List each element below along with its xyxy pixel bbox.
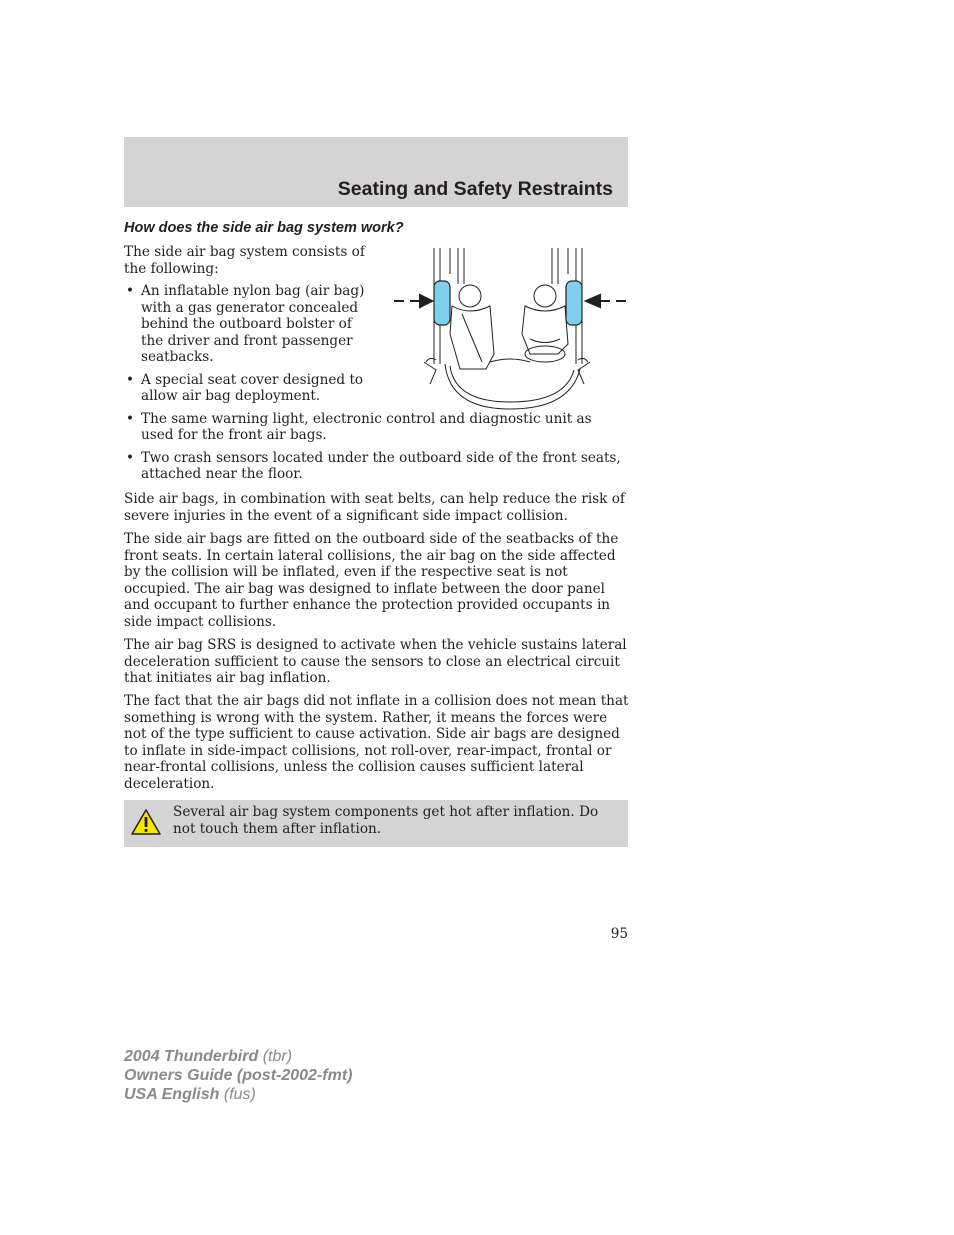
document-footer xyxy=(124,1047,352,1104)
header-band xyxy=(124,137,628,207)
warning-text: Several air bag system components get hot after inflation. Do not touch them after inflation. xyxy=(173,804,599,837)
footer-language-code: (fus) xyxy=(223,1086,256,1103)
warning-box xyxy=(124,800,628,847)
page-title: Seating and Safety Restraints xyxy=(337,178,613,200)
warning-triangle-icon xyxy=(131,809,161,835)
list-item: • An inflatable nylon bag (air bag) with a gas generator concealed behind the outboard bolster of the driver and front passenger seatbacks. xyxy=(124,283,371,366)
paragraph: The side air bags are fitted on the outboard side of the seatbacks of the front seats. In certain lateral collisions, the air bag on the side affected by the collision will be inflated, even if the respective seat is not occupied. The air bag was designed to inflate between the door panel and occupant to further enhance the protection provided occupants in side impact collisions. xyxy=(124,531,619,630)
component-list xyxy=(124,283,628,489)
intro-text: The side air bag system consists of the following: xyxy=(124,244,365,277)
list-item: • A special seat cover designed to allow air bag deployment. xyxy=(124,372,371,405)
paragraph: The fact that the air bags did not inflate in a collision does not mean that something is wrong with the system. Rather, it means the forces were not of the type sufficient to cause activation. Side air bags are designed to inflate in side-impact collisions, not roll-over, rear-impact, frontal or near-frontal collisions, unless the collision causes sufficient lateral deceleration. xyxy=(124,693,629,792)
footer-language: USA English xyxy=(124,1086,220,1103)
paragraph: Side air bags, in combination with seat belts, can help reduce the risk of severe injuries in the event of a significant side impact collision. xyxy=(124,491,625,524)
footer-guide: Owners Guide (post-2002-fmt) xyxy=(124,1067,353,1084)
paragraph: The air bag SRS is designed to activate when the vehicle sustains lateral deceleration sufficient to cause the sensors to close an electrical circuit that initiates air bag inflation. xyxy=(124,637,627,686)
page-number: 95 xyxy=(610,926,628,942)
list-item: • The same warning light, electronic control and diagnostic unit as used for the front air bags. xyxy=(124,411,601,444)
footer-model-code: (tbr) xyxy=(262,1048,293,1065)
section-heading: How does the side air bag system work? xyxy=(124,220,404,236)
list-item: • Two crash sensors located under the outboard side of the front seats, attached near the floor. xyxy=(124,450,627,483)
footer-model: 2004 Thunderbird xyxy=(124,1048,259,1065)
